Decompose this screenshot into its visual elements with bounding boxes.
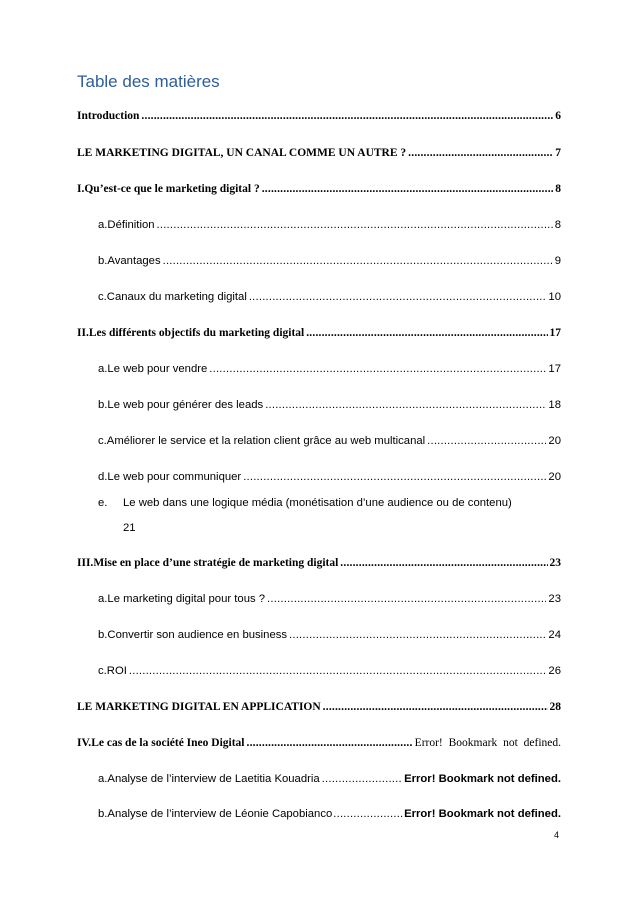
toc-entry-page: 28 xyxy=(549,701,561,713)
toc-entry[interactable] xyxy=(98,399,561,411)
toc-entry-number: a. xyxy=(98,593,108,605)
toc-entry-number: II. xyxy=(77,327,89,339)
toc-entry[interactable] xyxy=(77,557,561,569)
toc-entry-number: III. xyxy=(77,557,94,569)
toc-entry[interactable] xyxy=(98,291,561,303)
leader-dots xyxy=(265,399,546,411)
toc-entry[interactable] xyxy=(77,183,561,195)
leader-dots xyxy=(163,255,553,267)
leader-dots xyxy=(322,773,402,785)
toc-entry-text: LE MARKETING DIGITAL EN APPLICATION xyxy=(77,701,321,713)
toc-entry-text: Mise en place d’une stratégie de marketing digital xyxy=(93,557,339,569)
toc-entry-page: 17 xyxy=(548,363,561,375)
leader-dots xyxy=(157,219,553,231)
leader-dots xyxy=(289,629,546,641)
toc-entry-number: a. xyxy=(98,219,108,231)
toc-entry-number: c. xyxy=(98,291,107,303)
toc-entry-number: b. xyxy=(98,629,108,641)
leader-dots xyxy=(141,110,553,122)
leader-dots xyxy=(129,665,547,677)
toc-entry-number: c. xyxy=(98,435,107,447)
leader-dots xyxy=(427,435,546,447)
toc-entry[interactable] xyxy=(77,701,561,713)
toc-entry-page: 26 xyxy=(548,665,561,677)
toc-entry-text: Qu’est-ce que le marketing digital ? xyxy=(84,183,260,195)
toc-entry-page: 17 xyxy=(549,327,561,339)
toc-entry-text: Le marketing digital pour tous ? xyxy=(107,593,266,605)
toc-entry-page: 7 xyxy=(555,147,561,159)
toc-entry-text: Analyse de l’interview de Léonie Capobianco xyxy=(107,808,333,820)
toc-entry-page: 8 xyxy=(554,219,561,231)
toc-entry[interactable] xyxy=(98,471,561,483)
toc-entry[interactable] xyxy=(98,255,561,267)
toc-entry[interactable] xyxy=(98,363,561,375)
toc-entry-page: 23 xyxy=(549,557,561,569)
toc-entry-number: b. xyxy=(98,808,108,820)
toc-entry-text: Introduction xyxy=(77,110,140,122)
leader-dots xyxy=(209,363,546,375)
toc-entry-text: Le web pour générer des leads xyxy=(107,399,264,411)
leader-dots xyxy=(340,557,547,569)
toc-entry-page: 18 xyxy=(548,399,561,411)
toc-entry-text: Définition xyxy=(107,219,155,231)
toc-entry-page: 10 xyxy=(548,291,561,303)
toc-entry-page: 21 xyxy=(123,522,136,534)
toc-entry-text: Le web pour communiquer xyxy=(107,471,242,483)
toc-entry[interactable] xyxy=(77,110,561,122)
toc-entry-page: 6 xyxy=(555,110,561,122)
toc-entry[interactable] xyxy=(98,629,561,641)
toc-entry-number: IV. xyxy=(77,737,92,749)
toc-entry[interactable] xyxy=(77,737,561,749)
toc-entry-page: 24 xyxy=(548,629,561,641)
toc-entry-text: Le web pour vendre xyxy=(107,363,208,375)
toc-entry-text: Le cas de la société Ineo Digital xyxy=(91,737,245,749)
toc-entry-text: Améliorer le service et la relation client grâce au web multicanal xyxy=(106,435,426,447)
leader-dots xyxy=(243,471,546,483)
toc-entry-text: ROI xyxy=(106,665,127,677)
toc-entry-text: Avantages xyxy=(107,255,161,267)
toc-entry-text: Convertir son audience en business xyxy=(107,629,288,641)
leader-dots xyxy=(323,701,548,713)
toc-entry[interactable] xyxy=(98,773,561,785)
toc-entry-number: a. xyxy=(98,363,108,375)
toc-entry[interactable] xyxy=(98,665,561,677)
toc-entry-number: I. xyxy=(77,183,85,195)
toc-entry[interactable] xyxy=(98,808,561,820)
toc-entry-page: 8 xyxy=(555,183,561,195)
toc-title: Table des matières xyxy=(77,72,220,91)
leader-dots xyxy=(306,327,547,339)
toc-entry-text: LE MARKETING DIGITAL, UN CANAL COMME UN AUTRE ? xyxy=(77,147,407,159)
leader-dots xyxy=(247,737,413,749)
toc-entry-text: Analyse de l’interview de Laetitia Kouadria xyxy=(107,773,320,785)
toc-entry-text: Le web dans une logique média (monétisation d’une audience ou de contenu) xyxy=(123,497,512,509)
toc-entry[interactable] xyxy=(77,147,561,159)
toc-entry-page: 9 xyxy=(554,255,561,267)
page-number: 4 xyxy=(554,830,560,840)
leader-dots xyxy=(333,808,403,820)
leader-dots xyxy=(408,147,553,159)
toc-entry-text: Les différents objectifs du marketing digital xyxy=(88,327,305,339)
toc-entry[interactable] xyxy=(98,435,561,447)
toc-entry-number: a. xyxy=(98,773,108,785)
toc-entry[interactable] xyxy=(98,219,561,231)
toc-entry-page: Error! Bookmark not defined. xyxy=(414,737,561,749)
toc-entry-number: c. xyxy=(98,665,107,677)
toc-entry-page: Error! Bookmark not defined. xyxy=(404,808,561,820)
toc-entry-number: b. xyxy=(98,255,108,267)
leader-dots xyxy=(267,593,546,605)
leader-dots xyxy=(262,183,554,195)
toc-entry[interactable] xyxy=(77,327,561,339)
toc-entry-number: e. xyxy=(98,497,108,509)
toc-entry-page: Error! Bookmark not defined. xyxy=(404,773,561,785)
toc-entry-text: Canaux du marketing digital xyxy=(106,291,247,303)
toc-entry-number: b. xyxy=(98,399,108,411)
toc-entry-page: 20 xyxy=(548,471,561,483)
toc-entry-number: d. xyxy=(98,471,108,483)
toc-entry-page: 20 xyxy=(548,435,561,447)
toc-entry[interactable] xyxy=(98,593,561,605)
toc-entry-page: 23 xyxy=(548,593,561,605)
leader-dots xyxy=(249,291,547,303)
toc-entry[interactable] xyxy=(98,497,561,509)
